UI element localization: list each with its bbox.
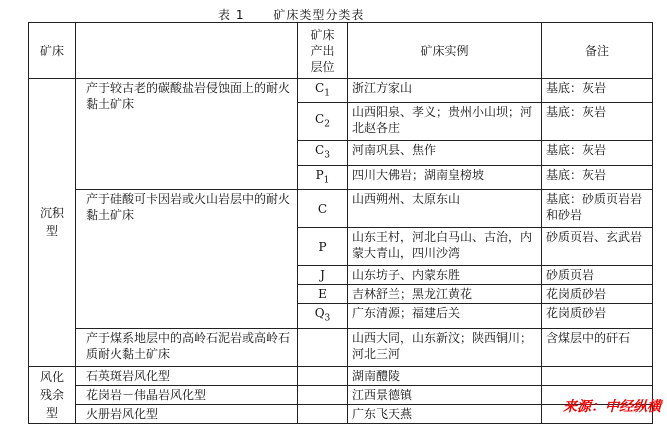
header-genesis [76,23,298,79]
genesis-cell: 花岗岩－伟晶岩风化型 [76,385,298,404]
example-cell: 广东飞天燕 [348,404,542,423]
horizon-cell [298,366,348,385]
header-deposit: 矿床 [29,23,76,79]
example-cell: 广东清源；福建后关 [348,304,542,328]
example-cell: 河南巩县、焦作 [348,141,542,165]
header-row [29,23,653,79]
deposit-classification-table [28,22,653,424]
note-cell: 砂质页岩 [542,266,653,285]
category-weathering: 风化残余型 [29,366,76,423]
horizon-cell: $C_1$ [298,79,348,103]
table-row [29,404,653,423]
header-examples: 矿床实例 [348,23,542,79]
horizon-cell [298,404,348,423]
genesis-cell: 产于煤系地层中的高岭石泥岩或高岭石质耐火黏土矿床 [76,328,298,366]
note-cell: 砂质页岩、玄武岩 [542,228,653,266]
horizon-cell [298,328,348,366]
note-cell: 花岗质砂岩 [542,304,653,328]
note-cell: 基底：灰岩 [542,141,653,165]
table-caption: 表 1 矿床类型分类表 [218,8,365,22]
source-watermark: 来源：中经纵横 [563,399,661,415]
example-cell: 山东王村，河北白马山、古治，内蒙大青山，四川沙湾 [348,228,542,266]
note-cell: 基底：灰岩 [542,165,653,189]
table-row [29,366,653,385]
note-cell: 基底：砂质页岩岩和砂岩 [542,190,653,228]
example-cell: 浙江方家山 [348,79,542,103]
example-cell: 四川大佛岩；湖南皇榜坡 [348,165,542,189]
table-row [29,328,653,366]
category-sedimentary: 沉积型 [29,79,76,367]
example-cell: 江西景德镇 [348,385,542,404]
horizon-cell: $P_1$ [298,165,348,189]
genesis-cell: 火册岩风化型 [76,404,298,423]
table-row [29,79,653,103]
horizon-cell: $Q_3$ [298,304,348,328]
horizon-cell: J [298,266,348,285]
example-cell: 湖南醴陵 [348,366,542,385]
header-horizon: 矿床 产出 层位 [298,23,348,79]
example-cell: 山西阳泉、孝义；贵州小山坝；河北赵各庄 [348,103,542,141]
header-notes: 备注 [542,23,653,79]
horizon-cell: P [298,228,348,266]
example-cell: 吉林舒兰；黑龙江黄花 [348,285,542,304]
genesis-cell: 石英斑岩风化型 [76,366,298,385]
note-cell [542,366,653,385]
genesis-cell: 产于较古老的碳酸盐岩侵蚀面上的耐火黏土矿床 [76,79,298,190]
example-cell: 山东坊子、内蒙东胜 [348,266,542,285]
note-cell: 基底：灰岩 [542,103,653,141]
note-cell: 花岗质砂岩 [542,285,653,304]
horizon-cell: C [298,190,348,228]
note-cell: 含煤层中的矸石 [542,328,653,366]
horizon-cell: $C_3$ [298,141,348,165]
table-row [29,385,653,404]
genesis-cell: 产于硅酸可卡因岩或火山岩层中的耐火黏土矿床 [76,190,298,328]
horizon-cell: $C_2$ [298,103,348,141]
example-cell: 山西朔州、太原东山 [348,190,542,228]
note-cell: 基底：灰岩 [542,79,653,103]
table-row [29,190,653,228]
example-cell: 山西大同，山东新汶；陕西铜川；河北三河 [348,328,542,366]
horizon-cell: E [298,285,348,304]
horizon-cell [298,385,348,404]
